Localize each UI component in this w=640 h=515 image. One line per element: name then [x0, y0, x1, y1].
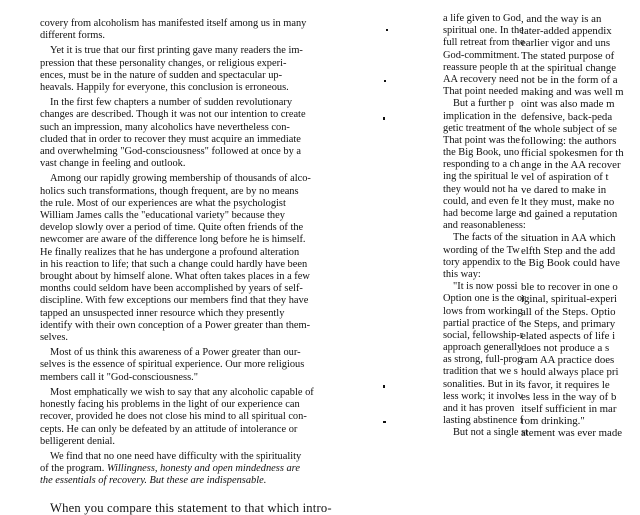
text-line: a life given to God , and the way is an	[443, 13, 602, 25]
paragraph	[40, 173, 318, 344]
text-line: tapped an unsuspected inner resource which they presently	[40, 307, 285, 319]
text-line: cepts. He can only be defeated by an attitude of intolerance or	[40, 423, 298, 435]
paragraph	[40, 97, 318, 170]
text-line: holics such transformations, though frequent, are by no means	[40, 185, 299, 197]
text-line: responding to a ch ange in the AA recover	[443, 159, 621, 172]
text-line: Yet it is true that our first printing gave many readers the im-	[50, 45, 303, 57]
text-line: That point needed making and was well m	[443, 86, 624, 99]
text-line: Among our rapidly growing membership of thousands of alco-	[50, 173, 311, 185]
text-line: changes are described. Though it was not our intention to create	[40, 109, 306, 121]
text-line: brought about by himself alone. What often takes places in a few	[40, 271, 310, 283]
text-line: ences, must be in the nature of sudden and spectacular up-	[40, 69, 283, 81]
text-line: partial practice of t he Steps, and primary	[443, 317, 616, 330]
paragraph	[40, 387, 318, 448]
text-line: months could seldom have been accomplished by years of self-	[40, 283, 303, 295]
text-line: lasting abstinence f rom drinking."	[443, 415, 585, 428]
text-line: Most of us think this awareness of a Power greater than our-	[50, 347, 301, 359]
text-line: implication in the defensive, back-peda	[443, 110, 613, 123]
scan-speck	[383, 385, 385, 388]
text-line: cluded that in order to recover they must acquire an immediate	[40, 133, 301, 145]
text-line: sonalities. But in it s favor, it requires le	[443, 378, 610, 391]
left-page	[40, 18, 332, 515]
text-line: members call it "God-consciousness."	[40, 371, 198, 383]
text-line: We find that no one need have difficulty with the spirituality	[50, 450, 302, 462]
text-line: "It is now possi ble to recover in one o	[453, 281, 618, 294]
text-line: God-commitment. The stated purpose of	[443, 49, 615, 62]
scan-speck	[386, 29, 388, 31]
text-line: ing the spiritual le vel of aspiration of t	[443, 171, 609, 184]
text-line: could, and even fe lt they must, make no	[443, 195, 615, 208]
text-line: less work; it involv es less in the way of b	[443, 390, 617, 403]
text-line: But a further p oint was also made m	[453, 98, 615, 111]
paragraph	[40, 45, 318, 94]
paragraph	[40, 18, 318, 42]
text-line: Option one is the or iginal, spiritual-experi	[443, 293, 617, 306]
text-line: selves.	[40, 332, 68, 344]
text-line: the Big Book, uno fficial spokesmen for th	[443, 147, 624, 160]
text-line: recover, provided he does not close his mind to all spiritual con-	[40, 411, 307, 423]
text-line: lows from working all of the Steps. Optio	[443, 305, 616, 318]
text-line: the rule. Most of our experiences are what the psychologist	[40, 197, 286, 209]
text-line: Most emphatically we wish to say that any alcoholic capable of	[50, 386, 314, 398]
text-line: had become large a nd gained a reputation	[443, 208, 618, 220]
text-line: different forms.	[40, 30, 106, 42]
text-line: In the first few chapters a number of sudden revolutionary	[50, 97, 293, 109]
body-text-line: When you compare this statement to that which intro-	[50, 500, 332, 515]
scan-speck	[383, 117, 385, 120]
text-line: covery from alcoholism has manifested itself among us in many	[40, 18, 307, 29]
text-line: discipline. With few exceptions our members find that they have	[40, 295, 309, 307]
scan-speck	[384, 80, 386, 82]
text-line: reassure people th at the spiritual change	[443, 61, 617, 74]
paragraph	[40, 347, 318, 384]
text-line: tory appendix to th e Big Book could have	[443, 256, 620, 269]
text-line: social, fellowship-r elated aspects of life i	[443, 329, 616, 342]
text-line: approach generally does not produce a s	[443, 342, 610, 355]
text-line: newcomer are aware of the difference long before he is himself.	[40, 234, 306, 246]
text-line: and it has proven itself sufficient in mar	[443, 403, 617, 415]
text-line: and reasonableness:	[443, 220, 526, 232]
text-line: getic treatment of t he whole subject of se	[443, 122, 617, 135]
text-line: develop slowly over a period of time. Quite often friends of the	[40, 222, 304, 234]
text-line: vast change in feeling and outlook.	[40, 158, 186, 170]
text-line: selves is the essence of spiritual experience. Our more religious	[40, 359, 305, 371]
text-line: wording of the Tw elfth Step and the add	[443, 244, 616, 257]
text-line: belligerent denial.	[40, 435, 116, 447]
text-line: in his reaction to life; that such a change could hardly have been	[40, 258, 308, 270]
text-line: spiritual one. In the later-added appendix	[443, 25, 612, 38]
text-line: they would not ha ve dared to make in	[443, 183, 607, 196]
text-line: of the program. Willingness, honesty and open mindedness are	[40, 463, 300, 475]
text-line: tradition that we s hould always place pri	[443, 366, 619, 379]
text-line: pression that these personality changes, or religious experi-	[40, 57, 287, 69]
text-line: such an impression, many alcoholics have nevertheless con-	[40, 121, 290, 133]
text-line: The facts of the situation in AA which	[453, 232, 616, 245]
text-line: this way:	[443, 268, 481, 280]
text-line: AA recovery need not be in the form of a	[443, 73, 618, 86]
text-line: the essentials of recovery. But these are indispensable.	[40, 475, 267, 487]
text-line: He finally realizes that he has undergone a profound alteration	[40, 246, 300, 258]
text-line: But not a single st atement was ever made	[453, 427, 623, 440]
text-line: That point was the following: the authors	[443, 134, 617, 147]
text-line: as strong, full-prog ram AA practice does	[443, 354, 615, 367]
text-line: heavals. Happily for everyone, this conclusion is erroneous.	[40, 82, 289, 94]
text-line: honestly facing his problems in the light of our experience can	[40, 399, 300, 411]
text-line: and overwhelming "God-consciousness" followed at once by a	[40, 146, 301, 158]
text-line: identify with their own conception of a Power greater than them-	[40, 319, 311, 331]
text-line: full retreat from the earlier vigor and uns	[443, 37, 611, 50]
text-line: William James calls the "educational variety" because they	[40, 210, 285, 222]
right-page	[443, 13, 640, 440]
paragraph	[40, 451, 318, 488]
scan-speck	[383, 421, 386, 423]
